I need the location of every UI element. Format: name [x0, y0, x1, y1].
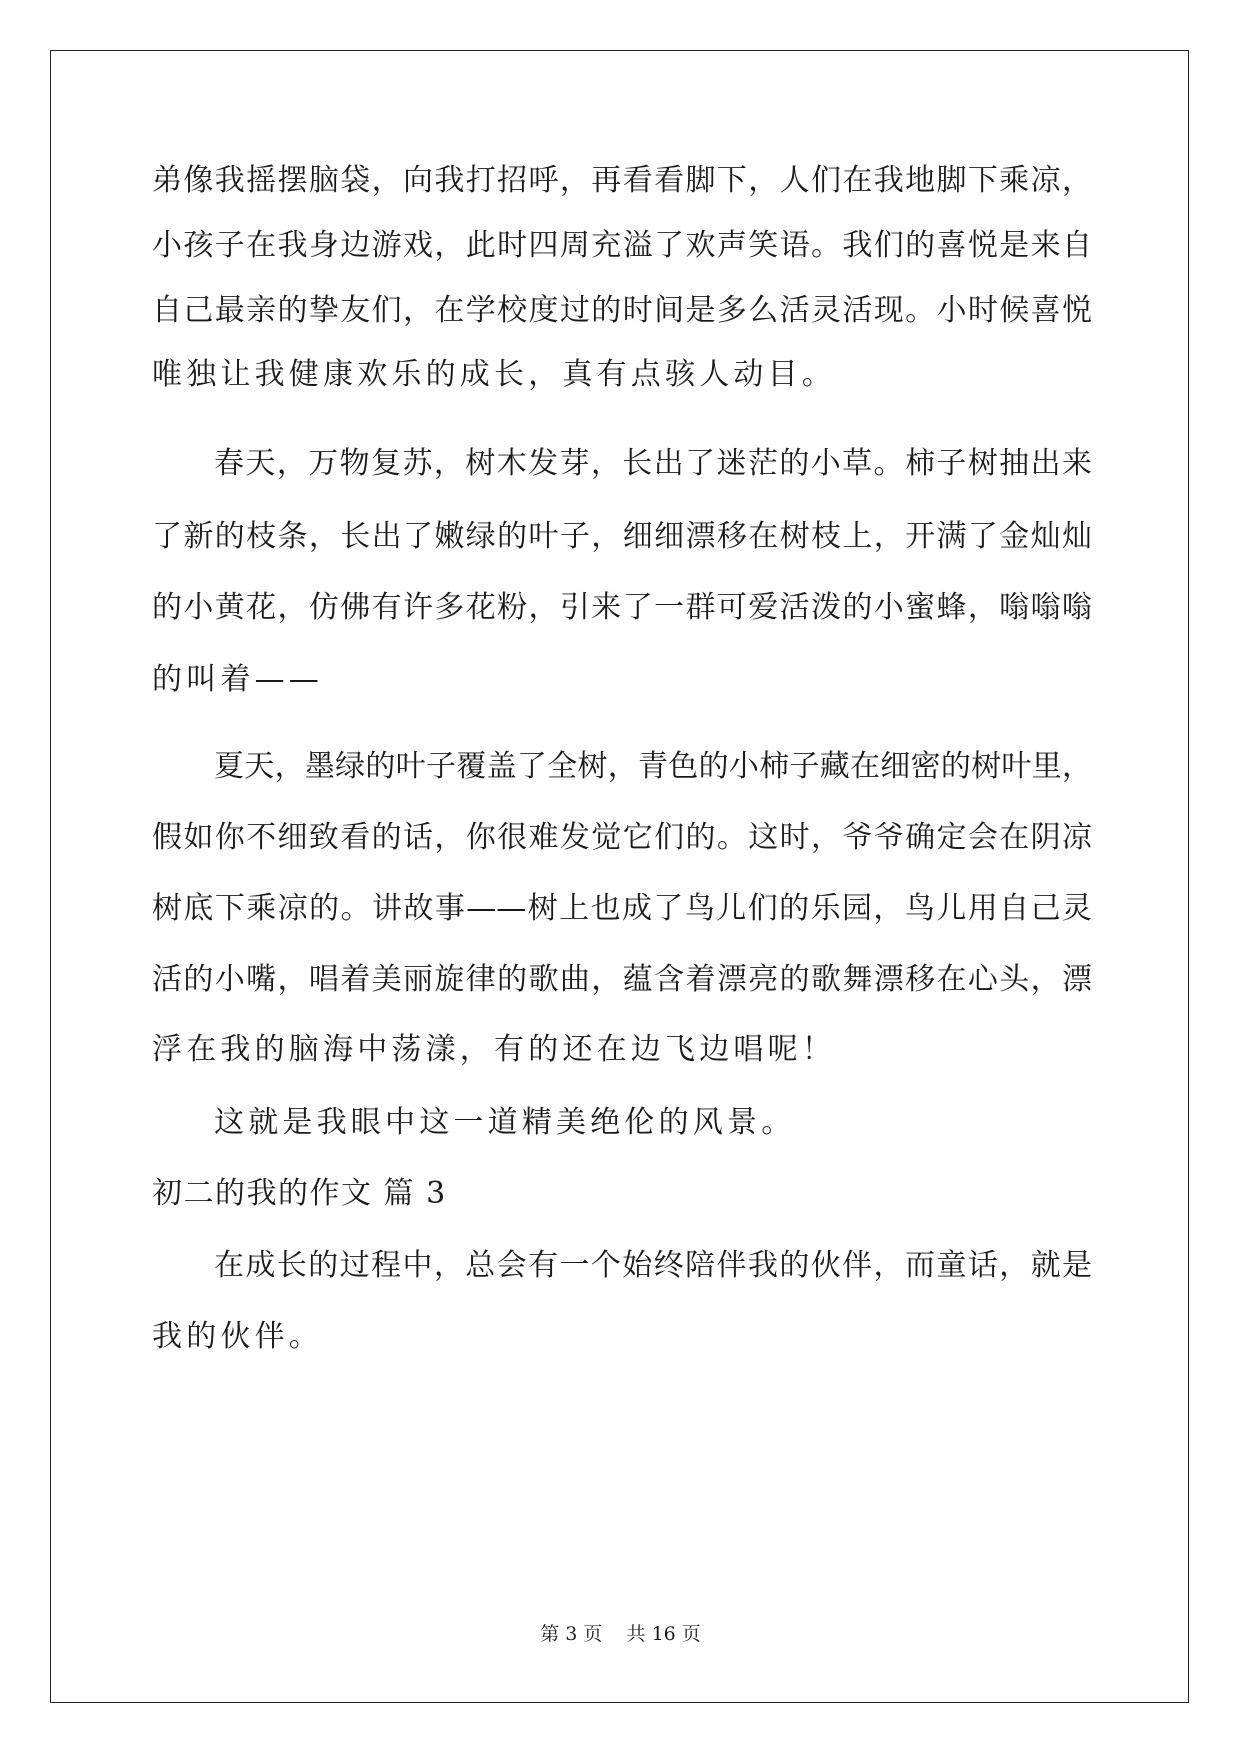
text-line: 自己最亲的挚友们，在学校度过的时间是多么活灵活现。小时候喜悦: [152, 293, 1092, 328]
text-line: 夏天，墨绿的叶子覆盖了全树，青色的小柿子藏在细密的树叶里，: [214, 749, 1092, 784]
text-line: 的小黄花，仿佛有许多花粉，引来了一群可爱活泼的小蜜蜂，嗡嗡嗡: [152, 590, 1092, 625]
text-line: 这就是我眼中这一道精美绝伦的风景。: [214, 1105, 796, 1140]
text-line: 活的小嘴，唱着美丽旋律的歌曲，蕴含着漂亮的歌舞漂移在心头，漂: [152, 962, 1092, 997]
page-total: 共 16 页: [626, 1623, 701, 1645]
text-line: 在成长的过程中，总会有一个始终陪伴我的伙伴，而童话，就是: [214, 1248, 1092, 1283]
text-line: 假如你不细致看的话，你很难发觉它们的。这时，爷爷确定会在阴凉: [152, 820, 1092, 855]
page-footer: [0, 1622, 1241, 1646]
text-line: 弟像我摇摆脑袋，向我打招呼，再看看脚下，人们在我地脚下乘凉，: [152, 163, 1092, 198]
text-line: 了新的枝条，长出了嫩绿的叶子，细细漂移在树枝上，开满了金灿灿: [152, 519, 1092, 554]
text-line: 春天，万物复苏，树木发芽，长出了迷茫的小草。柿子树抽出来: [214, 446, 1092, 481]
text-line: 树底下乘凉的。讲故事——树上也成了鸟儿们的乐园，鸟儿用自己灵: [152, 891, 1092, 926]
text-line: 小孩子在我身边游戏，此时四周充溢了欢声笑语。我们的喜悦是来自: [152, 228, 1092, 263]
text-line: 的叫着——: [152, 662, 323, 697]
section-heading: 初二的我的作文 篇 3: [152, 1176, 447, 1211]
page-number: 第 3 页: [540, 1623, 603, 1645]
text-line: 浮在我的脑海中荡漾，有的还在边飞边唱呢！: [152, 1032, 836, 1067]
text-line: 我的伙伴。: [152, 1319, 323, 1354]
text-line: 唯独让我健康欢乐的成长，真有点骇人动目。: [152, 357, 836, 392]
